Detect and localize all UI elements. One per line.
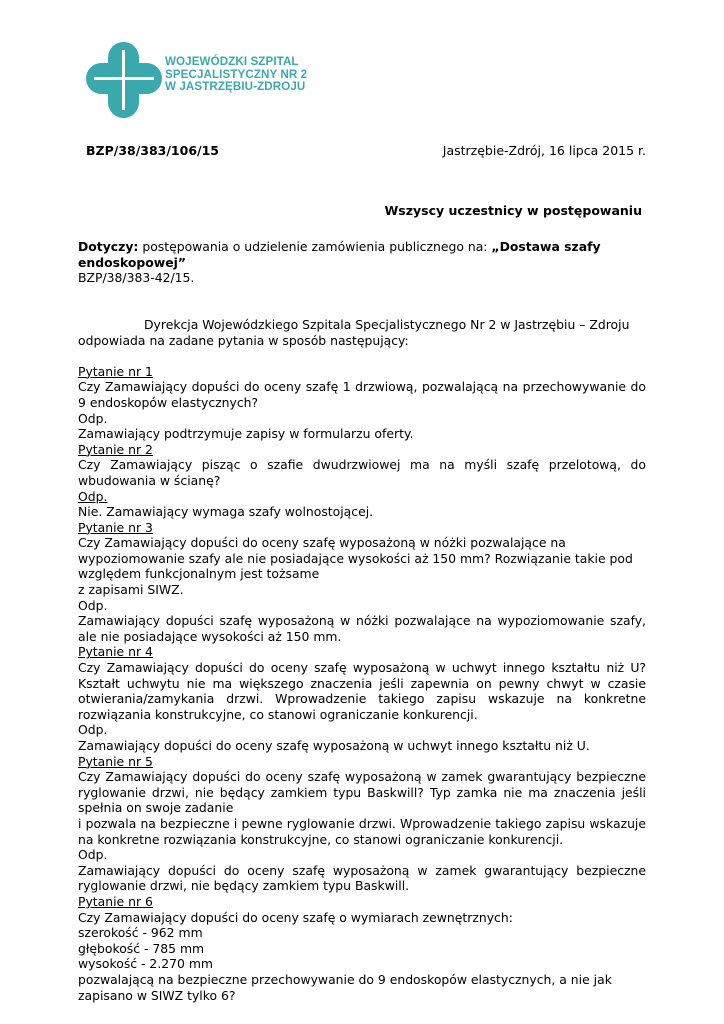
subject-label: Dotyczy: <box>78 239 139 254</box>
answer-text: Zamawiający podtrzymuje zapisy w formularzu oferty. <box>78 426 414 442</box>
subject-title: „Dostawa szafy endoskopowej” <box>78 239 601 270</box>
question-text: z zapisami SIWZ. <box>78 582 184 598</box>
letter-body <box>78 239 646 1003</box>
answer-label: Odp. <box>78 847 108 863</box>
question-heading: Pytanie nr 2 <box>78 441 153 457</box>
question-heading: Pytanie nr 3 <box>78 519 153 535</box>
intro-line: Dyrekcja Wojewódzkiego Szpitala Specjalistycznego Nr 2 w Jastrzębiu – Zdroju <box>144 316 630 332</box>
logo-line: SPECJALISTYCZNY NR 2 <box>165 67 308 81</box>
reference-number: BZP/38/383/106/15 <box>86 143 219 158</box>
answer-label: Odp. <box>78 597 108 613</box>
question-text: Czy Zamawiający dopuści do oceny szafę o wymiarach zewnętrznych: <box>78 909 513 925</box>
subject-text: postępowania o udzielenie zamówienia publicznego na: <box>138 239 492 254</box>
question-heading: Pytanie nr 4 <box>78 644 153 660</box>
question-heading: Pytanie nr 1 <box>78 363 153 379</box>
question-text: Czy Zamawiający dopuści do oceny szafę wyposażoną w nóżki pozwalające na wypoziomowanie szafy ale nie posiadające wysokości aż 150 mm? Rozwiązanie takie pod względem funkcjonalnym jest tożsame <box>78 535 633 582</box>
question-text: i pozwala na bezpieczne i pewne ryglowanie drzwi. Wprowadzenie takiego zapisu wskazuje na konkretne rozwiązania konstrukcyjne, co stanowi ograniczanie konkurencji. <box>78 815 646 847</box>
document-date: Jastrzębie-Zdrój, 16 lipca 2015 r. <box>442 143 646 158</box>
dimension-depth: głębokość - 785 mm <box>78 940 205 956</box>
question-text: Czy Zamawiający dopuści do oceny szafę wyposażoną w zamek gwarantujący bezpieczne ryglowanie drzwi, nie będący zamkiem typu Baskwill? Typ zamka nie ma znaczenia jeśli spełnia on swoje zadanie <box>78 769 646 816</box>
dimension-width: szerokość - 962 mm <box>78 925 203 941</box>
answer-label: Odp. <box>78 488 108 504</box>
answer-label: Odp. <box>78 722 108 738</box>
question-text: Czy Zamawiający dopuści do oceny szafę wyposażoną w uchwyt innego kształtu niż U? Kształt uchwytu nie ma większego znaczenia jeśli zapewnia on pewny chwyt w czasie otwierania/zamykania drzwi. Wprowadzenie takiego zapisu wskazuje na konkretne rozwiązania konstrukcyjne, co stanowi ograniczanie konkurencji. <box>78 660 646 722</box>
question-text: pozwalającą na bezpieczne przechowywanie do 9 endoskopów elastycznych, a nie jak zapisano w SIWZ tylko 6? <box>78 971 612 1003</box>
intro-line: odpowiada na zadane pytania w sposób następujący: <box>78 332 409 348</box>
logo-line: W JASTRZĘBIU-ZDROJU <box>165 80 306 94</box>
answer-text: Zamawiający dopuści do oceny szafę wyposażoną w uchwyt innego kształtu niż U. <box>78 738 590 753</box>
answer-text: Zamawiający dopuści do oceny szafę wyposażoną w zamek gwarantujący bezpieczne ryglowanie drzwi, nie będący zamkiem typu Baskwill. <box>78 862 646 894</box>
question-heading: Pytanie nr 6 <box>78 893 153 909</box>
recipient: Wszyscy uczestnicy w postępowaniu <box>384 203 642 218</box>
answer-label: Odp. <box>78 410 108 426</box>
question-text: Czy Zamawiający pisząc o szafie dwudrzwiowej ma na myśli szafę przelotową, do wbudowania w ścianę? <box>78 457 646 488</box>
logo-line: WOJEWÓDZKI SZPITAL <box>165 55 299 68</box>
answer-text: Zamawiający dopuści szafę wyposażoną w nóżki pozwalające na wypoziomowanie szafy, ale nie posiadające wysokości aż 150 mm. <box>78 613 646 644</box>
question-text: Czy Zamawiający dopuści do oceny szafę 1 drzwiową, pozwalającą na przechowywanie do 9 endoskopów elastycznych? <box>78 379 646 410</box>
subject-ref: BZP/38/383-42/15. <box>78 270 195 286</box>
question-heading: Pytanie nr 5 <box>78 753 153 769</box>
answer-text: Nie. Zamawiający wymaga szafy wolnostojącej. <box>78 504 374 520</box>
subject <box>78 239 646 270</box>
dimension-height: wysokość - 2.270 mm <box>78 956 213 972</box>
logo-text <box>165 56 307 94</box>
